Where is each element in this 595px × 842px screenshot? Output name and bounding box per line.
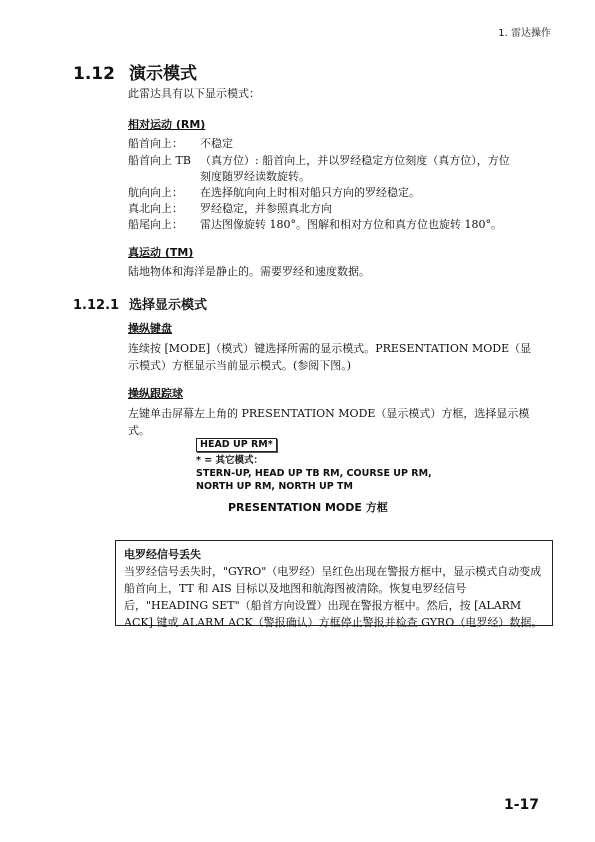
rm-row-label: 船首向上 TB [128, 154, 191, 167]
section-intro: 此雷达具有以下显示模式： [128, 87, 260, 100]
rm-row-text: 雷达图像旋转 180°。图解和相对方位和真方位也旋转 180°。 [200, 218, 502, 231]
keyboard-text: 连续按 [MODE]（模式）键选择所需的显示模式。PRESENTATION MODE（显示模式）方框显示当前显示模式。(参阅下图。) [128, 342, 532, 372]
keyboard-heading: 操纵键盘 [128, 322, 172, 335]
figure-caption: PRESENTATION MODE 方框 [228, 501, 388, 514]
subsection-title: 选择显示模式 [129, 298, 208, 313]
figure-note: STERN-UP, HEAD UP TB RM, COURSE UP RM, [196, 468, 432, 479]
section-title: 演示模式 [129, 64, 197, 84]
gyro-loss-note [115, 540, 553, 629]
figure-note: * = 其它模式： [196, 455, 264, 466]
tm-text: 陆地物体和海洋是静止的。需要罗经和速度数据。 [128, 265, 370, 278]
rm-row [128, 135, 233, 152]
subsection-number: 1.12.1 [73, 298, 120, 313]
rm-row-text: 在选择航向向上时相对船只方向的罗经稳定。 [200, 186, 420, 199]
rm-row-label: 航向向上： [128, 186, 183, 199]
rm-row-label: 真北向上： [128, 202, 183, 215]
trackball-heading: 操纵跟踪球 [128, 387, 183, 400]
rm-heading: 相对运动 (RM) [128, 118, 206, 131]
tm-heading: 真运动 (TM) [128, 246, 194, 259]
rm-row-text: 罗经稳定，并参照真北方向 [200, 202, 332, 215]
trackball-text: 左键单击屏幕左上角的 PRESENTATION MODE（显示模式）方框，选择显示模式。 [128, 407, 530, 437]
rm-row-label: 船首向上： [128, 137, 183, 150]
note-text: 当罗经信号丢失时，"GYRO"（电罗经）呈红色出现在警报方框中，显示模式自动变成船首向上，TT 和 AIS 目标以及地图和航海图被清除。恢复电罗经信号后，"HEADING SET"（船首方向设置）出现在警报方框中。然后，按 [ALARM ACK] 键或 ALARM ACK（警报确认）方框停止警报并检查 GYRO（电罗经）数据。 [124, 565, 543, 629]
figure-note: NORTH UP RM, NORTH UP TM [196, 481, 353, 492]
page-number: 1-17 [503, 797, 539, 813]
rm-row [128, 152, 510, 169]
rm-row [128, 200, 332, 217]
rm-row [128, 168, 310, 185]
subsection-heading [73, 294, 207, 313]
rm-row-text: 不稳定 [200, 137, 233, 150]
rm-row-label: 船尾向上： [128, 218, 183, 231]
running-header: 1. 雷达操作 [498, 28, 551, 39]
rm-row-text: 刻度随罗经读数旋转。 [200, 170, 310, 183]
note-title: 电罗经信号丢失 [124, 548, 201, 561]
section-heading [73, 59, 197, 84]
rm-row [128, 184, 420, 201]
rm-row [128, 216, 502, 233]
section-number: 1.12 [73, 64, 115, 84]
presentation-mode-box[interactable]: HEAD UP RM* [196, 438, 277, 452]
rm-row-text: （真方位）: 船首向上，并以罗经稳定方位刻度（真方位），方位 [200, 154, 510, 167]
